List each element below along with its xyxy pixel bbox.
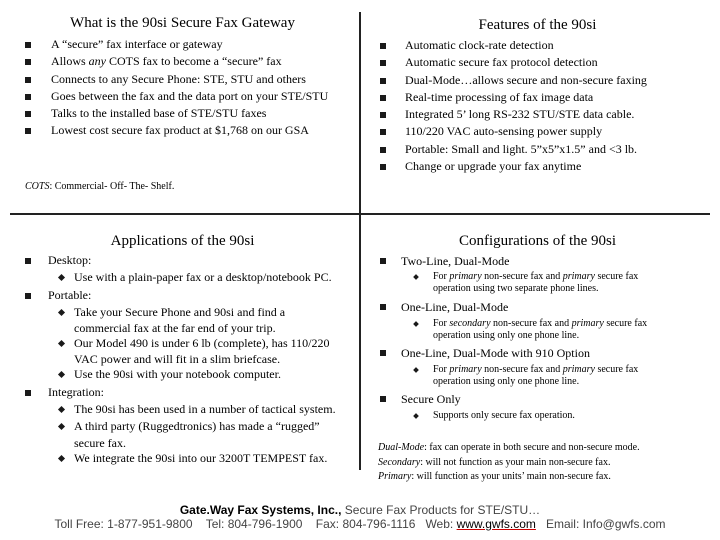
square-bullet-icon xyxy=(380,350,386,356)
q4-title: Configurations of the 90si xyxy=(458,233,617,249)
q2-item: 110/220 VAC auto-sensing power supply xyxy=(380,123,647,140)
q1-item: Connects to any Secure Phone: STE, STU and others xyxy=(25,71,328,88)
footer-line-2 xyxy=(0,517,720,531)
square-bullet-icon xyxy=(25,42,31,48)
square-bullet-icon xyxy=(380,43,386,49)
tagline: Secure Fax Products for STE/STU… xyxy=(344,503,541,517)
square-bullet-icon xyxy=(380,60,386,66)
q1-item: Talks to the installed base of STE/STU faxes xyxy=(25,105,328,122)
square-bullet-icon xyxy=(25,390,31,396)
note-dual-mode: Dual-Mode: fax can operate in both secure and non-secure mode. xyxy=(378,442,640,453)
q3-list xyxy=(25,252,336,467)
diamond-bullet-icon xyxy=(413,367,419,373)
square-bullet-icon xyxy=(380,304,386,310)
q3-integration-sub: The 90si has been used in a number of tactical system. xyxy=(25,401,336,418)
website-link[interactable]: www.gwfs.com xyxy=(456,517,536,531)
q1-item: A “secure” fax interface or gateway xyxy=(25,36,328,53)
q3-portable-sub: Take your Secure Phone and 90si and find a xyxy=(25,304,336,321)
square-bullet-icon xyxy=(25,94,31,100)
q1-item: Goes between the fax and the data port on your STE/STU xyxy=(25,88,328,105)
diamond-bullet-icon xyxy=(58,274,65,281)
diamond-bullet-icon xyxy=(58,423,65,430)
web-label: Web: xyxy=(425,517,454,531)
square-bullet-icon xyxy=(380,95,386,101)
q2-item: Portable: Small and light. 5”x5”x1.5” and <3 lb. xyxy=(380,141,647,158)
q3-portable-sub-cont: commercial fax at the far end of your trip. xyxy=(74,321,276,336)
q3-desktop-sub: Use with a plain-paper fax or a desktop/notebook PC. xyxy=(25,269,336,286)
square-bullet-icon xyxy=(25,77,31,83)
config-notes xyxy=(378,441,640,485)
square-bullet-icon xyxy=(380,78,386,84)
q2-item: Integrated 5’ long RS-232 STU/STE data cable. xyxy=(380,106,647,123)
square-bullet-icon xyxy=(380,164,386,170)
q2-list xyxy=(380,37,647,175)
diamond-bullet-icon xyxy=(413,274,419,280)
diamond-bullet-icon xyxy=(413,321,419,327)
q3-integration-sub-cont: secure fax. xyxy=(74,435,126,450)
q1-item: Lowest cost secure fax product at $1,768 on our GSA xyxy=(25,122,328,139)
horizontal-divider xyxy=(10,213,710,215)
square-bullet-icon xyxy=(25,293,31,299)
diamond-bullet-icon xyxy=(413,413,419,419)
square-bullet-icon xyxy=(380,396,386,402)
square-bullet-icon xyxy=(25,258,31,264)
q2-item: Change or upgrade your fax anytime xyxy=(380,158,647,175)
note-secondary: Secondary: will not function as your main non-secure fax. xyxy=(378,456,611,468)
q2-item: Dual-Mode…allows secure and non-secure faxing xyxy=(380,72,647,89)
cots-definition: COTS: Commercial- Off- The- Shelf. xyxy=(25,181,175,192)
q1-title: What is the 90si Secure Fax Gateway xyxy=(70,15,295,31)
diamond-bullet-icon xyxy=(58,340,65,347)
fax-number: Fax: 804-796-1116 xyxy=(315,517,416,531)
q3-title: Applications of the 90si xyxy=(110,233,255,249)
diamond-bullet-icon xyxy=(58,455,65,462)
q1-list xyxy=(25,36,328,140)
square-bullet-icon xyxy=(380,258,386,264)
telephone: Tel: 804-796-1900 xyxy=(205,517,303,531)
q3-portable-sub: Use the 90si with your notebook computer. xyxy=(25,366,336,383)
q3-integration: Integration: xyxy=(25,384,336,401)
config-3: One-Line, Dual-Mode with 910 Option For primary non-secure fax and primary secure fax operation using only one phone line. xyxy=(380,345,710,388)
vertical-divider xyxy=(359,12,361,470)
diamond-bullet-icon xyxy=(58,309,65,316)
q2-title: Features of the 90si xyxy=(478,17,597,33)
square-bullet-icon xyxy=(25,128,31,134)
q3-integration-sub: We integrate the 90si into our 3200T TEMPEST fax. xyxy=(25,450,336,467)
q3-portable: Portable: xyxy=(25,287,336,304)
q1-item: Allows any COTS fax to become a “secure” fax xyxy=(25,53,328,70)
square-bullet-icon xyxy=(380,112,386,118)
q3-integration-sub: A third party (Ruggedtronics) has made a “rugged” xyxy=(25,418,336,435)
q3-portable-sub: Our Model 490 is under 6 lb (complete), has 110/220 xyxy=(25,335,336,352)
q2-item: Real-time processing of fax image data xyxy=(380,89,647,106)
q3-portable-sub-cont: VAC power and will fit in a slim briefcase. xyxy=(74,352,281,367)
diamond-bullet-icon xyxy=(58,371,65,378)
square-bullet-icon xyxy=(380,147,386,153)
q3-desktop: Desktop: xyxy=(25,252,336,269)
toll-free: Toll Free: 1-877-951-9800 xyxy=(54,517,193,531)
footer-line-1 xyxy=(0,503,720,517)
config-1: Two-Line, Dual-Mode For primary non-secure fax and primary secure fax operation using two separate phone lines. xyxy=(380,253,710,295)
q2-item: Automatic clock-rate detection xyxy=(380,37,647,54)
note-primary: Primary: will function as your units’ main non-secure fax. xyxy=(378,471,611,482)
square-bullet-icon xyxy=(25,59,31,65)
square-bullet-icon xyxy=(25,111,31,117)
q2-item: Automatic secure fax protocol detection xyxy=(380,54,647,71)
company-name: Gate.Way Fax Systems, Inc., xyxy=(179,503,342,517)
config-4: Secure Only Supports only secure fax operation. xyxy=(380,391,710,422)
square-bullet-icon xyxy=(380,129,386,135)
diamond-bullet-icon xyxy=(58,406,65,413)
email: Email: Info@gwfs.com xyxy=(545,517,666,531)
config-2: One-Line, Dual-Mode For secondary non-secure fax and primary secure fax operation using only one phone line. xyxy=(380,299,710,342)
